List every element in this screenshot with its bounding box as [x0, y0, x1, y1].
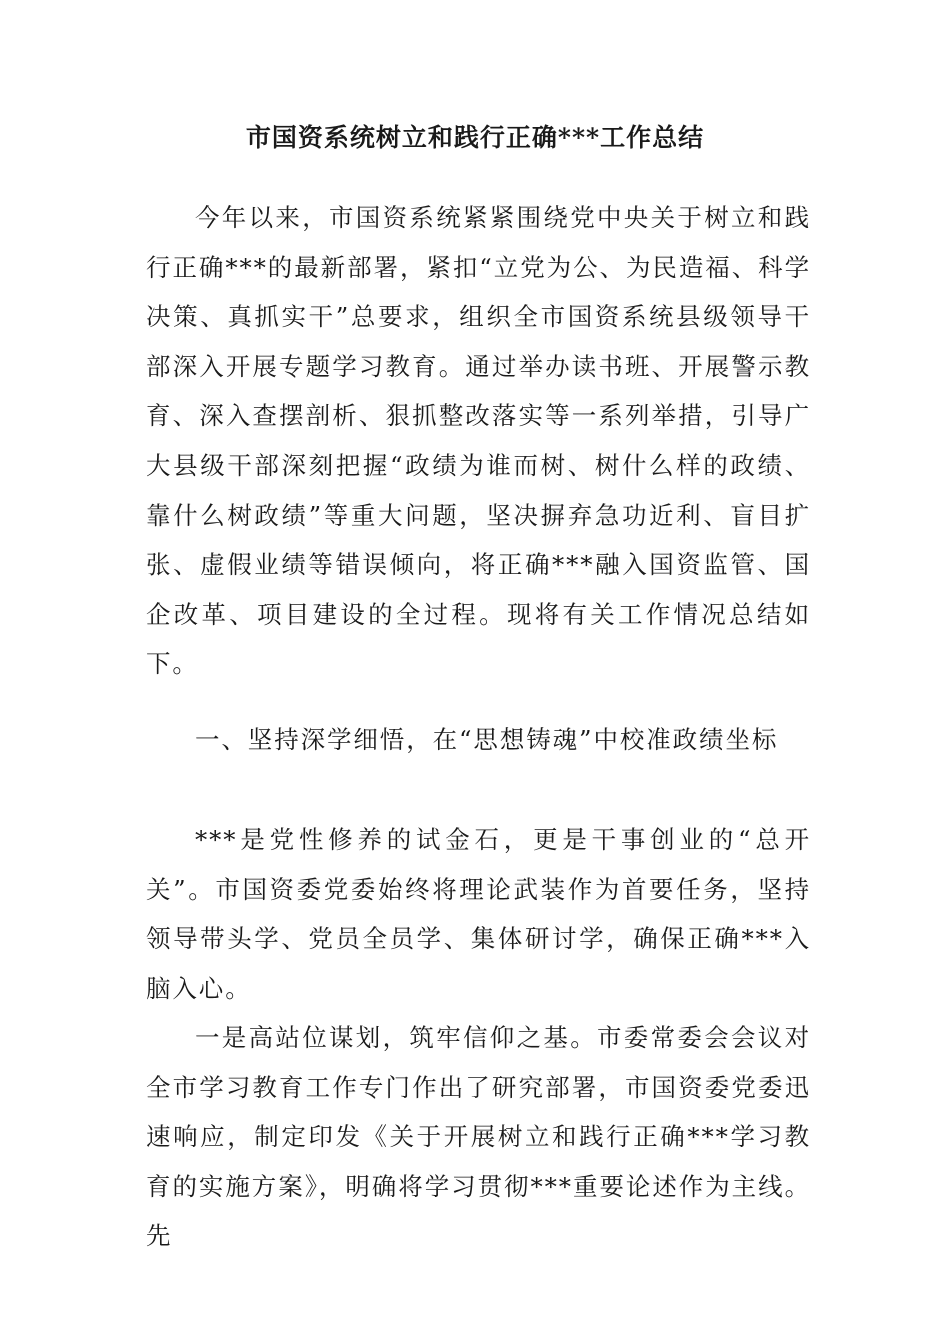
intro-paragraph: 今年以来，市国资系统紧紧围绕党中央关于树立和践行正确***的最新部署，紧扣“立党为公、为民造福、科学决策、真抓实干”总要求，组织全市国资系统县级领导干部深入开展专题学习教育。通过举办读书班、开展警示教育、深入查摆剖析、狠抓整改落实等一系列举措，引导广大县级干部深刻把握“政绩为谁而树、树什么样的政绩、靠什么树政绩”等重大问题，坚决摒弃急功近利、盲目扩张、虚假业绩等错误倾向，将正确***融入国资监管、国企改革、项目建设的全过程。现将有关工作情况总结如下。: [146, 203, 811, 679]
section-point-paragraph: 一是高站位谋划，筑牢信仰之基。市委常委会会议对全市学习教育工作专门作出了研究部署，市国资委党委迅速响应，制定印发《关于开展树立和践行正确***学习教育的实施方案》，明确将学习贯彻***重要论述作为主线。先: [146, 1023, 811, 1251]
document-title: 市国资系统树立和践行正确***工作总结: [245, 123, 705, 152]
section-heading: 一、坚持深学细悟，在“思想铸魂”中校准政绩坐标: [195, 725, 779, 754]
section-paragraph: ***是党性修养的试金石，更是干事创业的“总开关”。市国资委党委始终将理论武装作为首要任务，坚持领导带头学、党员全员学、集体研讨学，确保正确***入脑入心。: [146, 825, 811, 1003]
